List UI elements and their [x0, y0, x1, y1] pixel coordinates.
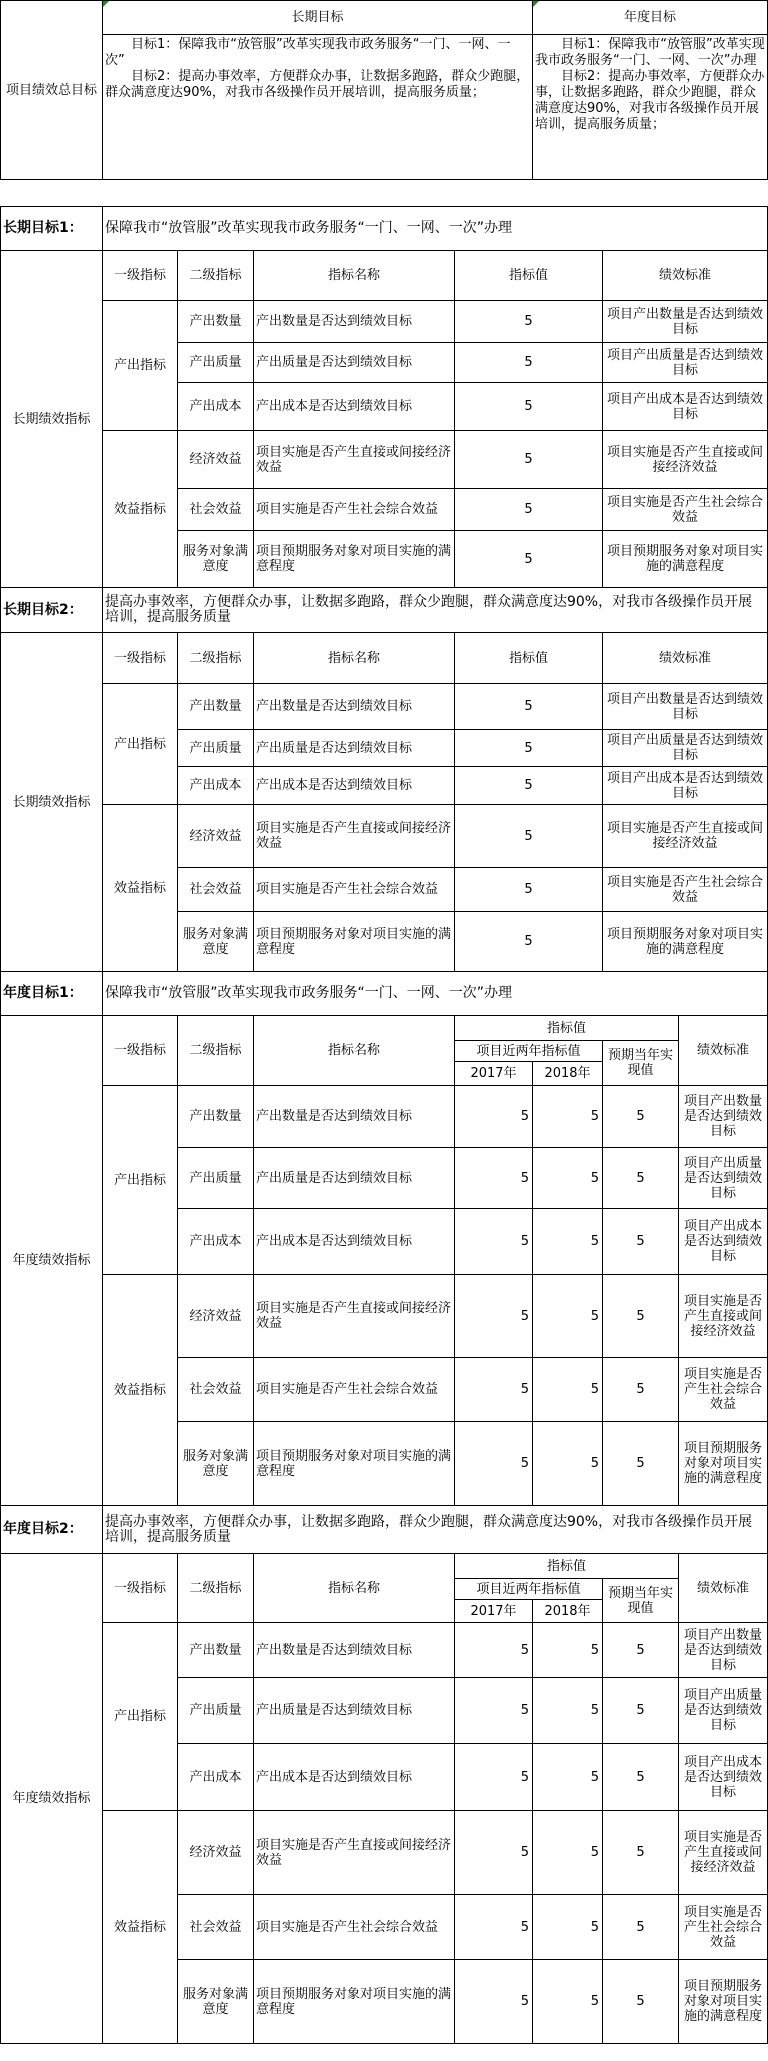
value-2017: 5 [455, 1895, 533, 1960]
indicator-name: 产出成本是否达到绩效目标 [254, 1744, 455, 1811]
indicator-name: 项目实施是否产生直接或间接经济效益 [254, 805, 455, 868]
category-output: 产出指标 [103, 1623, 178, 1811]
indicator-value: 5 [455, 730, 603, 767]
indicator-name: 项目预期服务对象对项目实施的满意程度 [254, 912, 455, 972]
indicator-name: 项目实施是否产生直接或间接经济效益 [254, 1811, 455, 1895]
indicator-name: 项目实施是否产生社会综合效益 [254, 489, 455, 531]
indicator-value: 5 [455, 805, 603, 868]
indicator-name: 产出数量是否达到绩效目标 [254, 1086, 455, 1148]
col-header-standard: 绩效标准 [679, 1016, 768, 1086]
indicator-name: 产出质量是否达到绩效目标 [254, 1148, 455, 1209]
value-expected: 5 [603, 1960, 679, 2044]
indicator-name: 项目实施是否产生直接或间接经济效益 [254, 431, 455, 489]
col-header-standard: 绩效标准 [603, 251, 768, 301]
level2-cell: 产出成本 [178, 767, 254, 805]
col-header-2017: 2017年 [455, 1600, 533, 1623]
category-output: 产出指标 [103, 301, 178, 431]
indicator-name: 产出成本是否达到绩效目标 [254, 767, 455, 805]
level2-cell: 社会效益 [178, 868, 254, 912]
section-title: 长期目标1： [1, 207, 103, 251]
value-2017: 5 [455, 1811, 533, 1895]
col-header-2018: 2018年 [533, 1062, 603, 1086]
section-goal: 保障我市“放管服”改革实现我市政务服务“一门、一网、一次”办理 [103, 207, 768, 251]
indicator-value: 5 [455, 431, 603, 489]
level2-cell: 产出质量 [178, 1148, 254, 1209]
indicator-standard: 项目实施是否产生社会综合效益 [679, 1358, 768, 1422]
indicator-name: 项目实施是否产生直接或间接经济效益 [254, 1275, 455, 1358]
indicator-standard: 项目产出成本是否达到绩效目标 [603, 767, 768, 805]
col-header-level1: 一级指标 [103, 1554, 178, 1623]
value-2017: 5 [455, 1744, 533, 1811]
indicator-standard: 项目实施是否产生直接或间接经济效益 [679, 1811, 768, 1895]
level2-cell: 社会效益 [178, 1895, 254, 1960]
value-2017: 5 [455, 1960, 533, 2044]
col-header-standard: 绩效标准 [679, 1554, 768, 1623]
value-2018: 5 [533, 1960, 603, 2044]
indicator-value: 5 [455, 343, 603, 383]
level2-cell: 产出数量 [178, 684, 254, 730]
value-2018: 5 [533, 1148, 603, 1209]
value-2018: 5 [533, 1895, 603, 1960]
col-header-level2: 二级指标 [178, 1554, 254, 1623]
value-2018: 5 [533, 1744, 603, 1811]
col-header-value-group: 指标值 [455, 1554, 679, 1579]
section-title: 年度目标1： [1, 972, 103, 1016]
indicator-name: 产出成本是否达到绩效目标 [254, 1209, 455, 1275]
value-2018: 5 [533, 1811, 603, 1895]
indicator-group-label: 年度绩效指标 [1, 1554, 103, 2044]
indicator-standard: 项目产出质量是否达到绩效目标 [679, 1678, 768, 1744]
level2-cell: 产出数量 [178, 301, 254, 343]
indicator-standard: 项目实施是否产生社会综合效益 [603, 868, 768, 912]
level2-cell: 服务对象满意度 [178, 912, 254, 972]
section-title: 年度目标2： [1, 1506, 103, 1554]
level2-cell: 产出质量 [178, 1678, 254, 1744]
value-2018: 5 [533, 1209, 603, 1275]
category-output: 产出指标 [103, 684, 178, 805]
col-header-value: 指标值 [455, 633, 603, 684]
level2-cell: 经济效益 [178, 805, 254, 868]
col-header-2017: 2017年 [455, 1062, 533, 1086]
indicator-value: 5 [455, 489, 603, 531]
long-term-header: 长期目标 [103, 1, 533, 35]
level2-cell: 经济效益 [178, 1275, 254, 1358]
indicator-name: 产出成本是否达到绩效目标 [254, 383, 455, 431]
value-expected: 5 [603, 1086, 679, 1148]
value-2017: 5 [455, 1422, 533, 1506]
col-header-recent-years: 项目近两年指标值 [455, 1041, 603, 1062]
col-header-level1: 一级指标 [103, 1016, 178, 1086]
section-goal: 提高办事效率，方便群众办事，让数据多跑路，群众少跑腿，群众满意度达90%，对我市各级操作员开展培训，提高服务质量 [103, 588, 768, 633]
indicator-standard: 项目产出数量是否达到绩效目标 [679, 1623, 768, 1678]
spacer [1, 180, 768, 207]
value-2018: 5 [533, 1275, 603, 1358]
value-expected: 5 [603, 1275, 679, 1358]
indicator-name: 项目预期服务对象对项目实施的满意程度 [254, 1960, 455, 2044]
col-header-level1: 一级指标 [103, 633, 178, 684]
value-2017: 5 [455, 1086, 533, 1148]
value-2018: 5 [533, 1422, 603, 1506]
indicator-standard: 项目产出数量是否达到绩效目标 [679, 1086, 768, 1148]
indicator-name: 项目实施是否产生社会综合效益 [254, 868, 455, 912]
level2-cell: 服务对象满意度 [178, 1422, 254, 1506]
value-2018: 5 [533, 1358, 603, 1422]
indicator-standard: 项目产出成本是否达到绩效目标 [603, 383, 768, 431]
col-header-level2: 二级指标 [178, 1016, 254, 1086]
col-header-value-group: 指标值 [455, 1016, 679, 1041]
indicator-name: 产出数量是否达到绩效目标 [254, 301, 455, 343]
col-header-level1: 一级指标 [103, 251, 178, 301]
indicator-standard: 项目产出成本是否达到绩效目标 [679, 1209, 768, 1275]
col-header-name: 指标名称 [254, 251, 455, 301]
indicator-name: 产出质量是否达到绩效目标 [254, 1678, 455, 1744]
value-2017: 5 [455, 1148, 533, 1209]
indicator-name: 产出质量是否达到绩效目标 [254, 343, 455, 383]
col-header-name: 指标名称 [254, 633, 455, 684]
value-2017: 5 [455, 1623, 533, 1678]
col-header-expected: 预期当年实现值 [603, 1041, 679, 1086]
annual-goals-text: 目标1：保障我市“放管服”改革实现我市政务服务“一门、一网、一次”办理 目标2：提高办事效率，方便群众办事，让数据多跑路，群众少跑腿，群众满意度达90%，对我市各级操作员开展培训，提高服务质量； [533, 35, 768, 180]
category-benefit: 效益指标 [103, 1275, 178, 1506]
indicator-standard: 项目实施是否产生直接或间接经济效益 [603, 431, 768, 489]
section-goal: 保障我市“放管服”改革实现我市政务服务“一门、一网、一次”办理 [103, 972, 768, 1016]
value-2018: 5 [533, 1086, 603, 1148]
level2-cell: 产出质量 [178, 730, 254, 767]
col-header-value: 指标值 [455, 251, 603, 301]
level2-cell: 产出数量 [178, 1623, 254, 1678]
indicator-standard: 项目实施是否产生社会综合效益 [603, 489, 768, 531]
value-2018: 5 [533, 1678, 603, 1744]
col-header-level2: 二级指标 [178, 251, 254, 301]
indicator-name: 项目实施是否产生社会综合效益 [254, 1895, 455, 1960]
indicator-standard: 项目实施是否产生直接或间接经济效益 [679, 1275, 768, 1358]
indicator-group-label: 长期绩效指标 [1, 633, 103, 972]
level2-cell: 产出成本 [178, 383, 254, 431]
indicator-standard: 项目产出数量是否达到绩效目标 [603, 301, 768, 343]
indicator-value: 5 [455, 531, 603, 588]
indicator-standard: 项目预期服务对象对项目实施的满意程度 [603, 912, 768, 972]
indicator-value: 5 [455, 684, 603, 730]
indicator-name: 项目预期服务对象对项目实施的满意程度 [254, 531, 455, 588]
indicator-standard: 项目产出质量是否达到绩效目标 [603, 730, 768, 767]
level2-cell: 服务对象满意度 [178, 531, 254, 588]
long-term-goals-text: 目标1：保障我市“放管服”改革实现我市政务服务“一门、一网、一次” 目标2：提高办事效率，方便群众办事，让数据多跑路，群众少跑腿，群众满意度达90%，对我市各级操作员开展培训，提高服务质量； [103, 35, 533, 180]
level2-cell: 产出质量 [178, 343, 254, 383]
value-expected: 5 [603, 1209, 679, 1275]
value-2018: 5 [533, 1623, 603, 1678]
level2-cell: 经济效益 [178, 1811, 254, 1895]
section-goal: 提高办事效率，方便群众办事，让数据多跑路，群众少跑腿，群众满意度达90%，对我市各级操作员开展培训，提高服务质量 [103, 1506, 768, 1554]
category-benefit: 效益指标 [103, 431, 178, 588]
col-header-name: 指标名称 [254, 1016, 455, 1086]
indicator-name: 项目实施是否产生社会综合效益 [254, 1358, 455, 1422]
indicator-standard: 项目预期服务对象对项目实施的满意程度 [603, 531, 768, 588]
indicator-value: 5 [455, 868, 603, 912]
value-expected: 5 [603, 1358, 679, 1422]
col-header-standard: 绩效标准 [603, 633, 768, 684]
indicator-value: 5 [455, 912, 603, 972]
indicator-standard: 项目实施是否产生社会综合效益 [679, 1895, 768, 1960]
value-expected: 5 [603, 1678, 679, 1744]
col-header-name: 指标名称 [254, 1554, 455, 1623]
indicator-standard: 项目产出数量是否达到绩效目标 [603, 684, 768, 730]
indicator-standard: 项目产出质量是否达到绩效目标 [679, 1148, 768, 1209]
value-expected: 5 [603, 1895, 679, 1960]
value-expected: 5 [603, 1148, 679, 1209]
col-header-recent-years: 项目近两年指标值 [455, 1579, 603, 1600]
category-output: 产出指标 [103, 1086, 178, 1275]
indicator-group-label: 长期绩效指标 [1, 251, 103, 588]
col-header-2018: 2018年 [533, 1600, 603, 1623]
level2-cell: 产出成本 [178, 1744, 254, 1811]
indicator-standard: 项目产出质量是否达到绩效目标 [603, 343, 768, 383]
level2-cell: 社会效益 [178, 1358, 254, 1422]
indicator-standard: 项目预期服务对象对项目实施的满意程度 [679, 1960, 768, 2044]
category-benefit: 效益指标 [103, 805, 178, 972]
level2-cell: 经济效益 [178, 431, 254, 489]
level2-cell: 服务对象满意度 [178, 1960, 254, 2044]
annual-header: 年度目标 [533, 1, 768, 35]
indicator-standard: 项目实施是否产生直接或间接经济效益 [603, 805, 768, 868]
value-expected: 5 [603, 1811, 679, 1895]
value-expected: 5 [603, 1422, 679, 1506]
value-2017: 5 [455, 1275, 533, 1358]
indicator-name: 产出数量是否达到绩效目标 [254, 684, 455, 730]
summary-row-label: 项目绩效总目标 [1, 1, 103, 180]
value-expected: 5 [603, 1623, 679, 1678]
col-header-level2: 二级指标 [178, 633, 254, 684]
indicator-name: 产出质量是否达到绩效目标 [254, 730, 455, 767]
indicator-value: 5 [455, 301, 603, 343]
category-benefit: 效益指标 [103, 1811, 178, 2044]
indicator-group-label: 年度绩效指标 [1, 1016, 103, 1506]
value-expected: 5 [603, 1744, 679, 1811]
indicator-value: 5 [455, 383, 603, 431]
value-2017: 5 [455, 1678, 533, 1744]
indicator-standard: 项目预期服务对象对项目实施的满意程度 [679, 1422, 768, 1506]
value-2017: 5 [455, 1209, 533, 1275]
level2-cell: 社会效益 [178, 489, 254, 531]
level2-cell: 产出数量 [178, 1086, 254, 1148]
section-title: 长期目标2： [1, 588, 103, 633]
level2-cell: 产出成本 [178, 1209, 254, 1275]
indicator-standard: 项目产出成本是否达到绩效目标 [679, 1744, 768, 1811]
indicator-name: 产出数量是否达到绩效目标 [254, 1623, 455, 1678]
col-header-expected: 预期当年实现值 [603, 1579, 679, 1623]
indicator-value: 5 [455, 767, 603, 805]
indicator-name: 项目预期服务对象对项目实施的满意程度 [254, 1422, 455, 1506]
value-2017: 5 [455, 1358, 533, 1422]
